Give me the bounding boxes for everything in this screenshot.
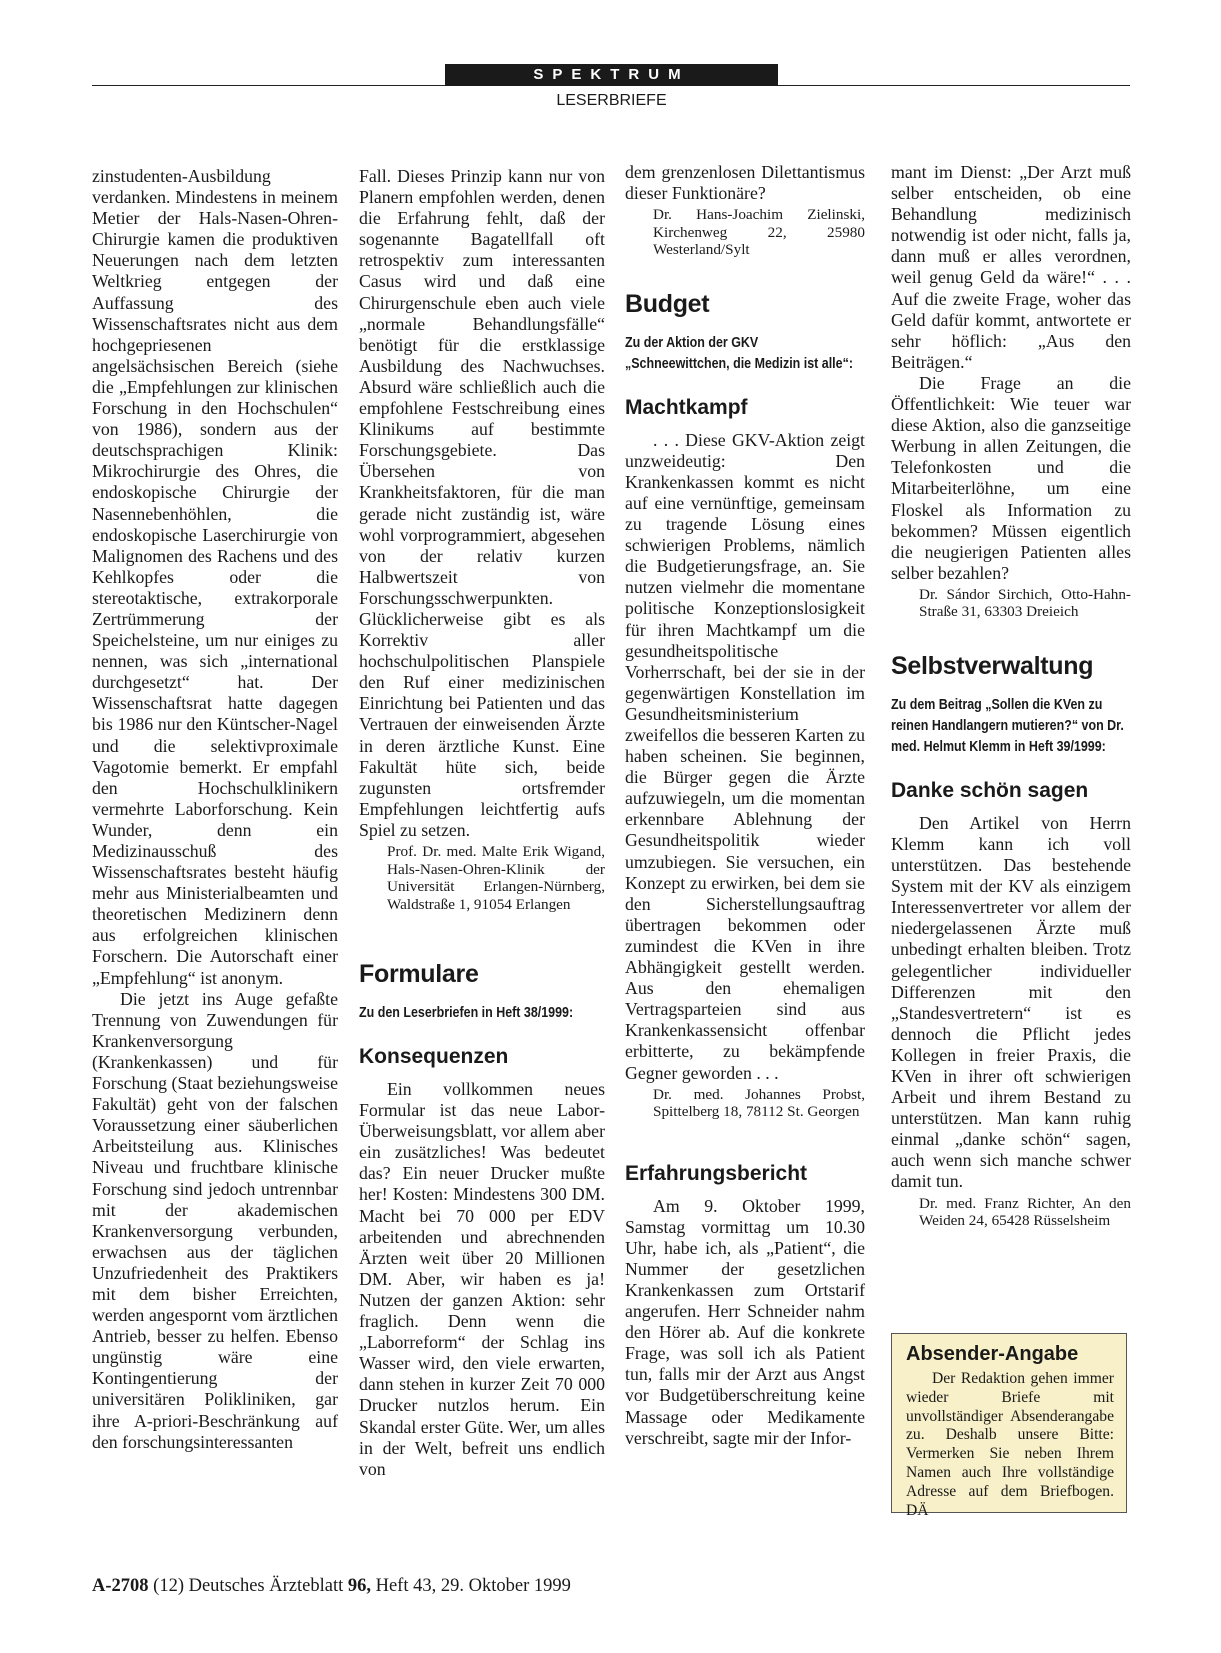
- article-text: Am 9. Oktober 1999, Samstag vormittag um 10.30 Uhr, habe ich, als „Patient“, die Nummer der gesetzlichen Krankenkassen zum Ortstarif angerufen. Herr Schneider nahm den Hörer ab. Auf die konkrete Frage, was soll ich als Patient tun, falls mir der Arzt aus Angst vor Budgetüberschreitung keine Massage oder Medikamente verschreibt, sagte mir der Infor-: [625, 1195, 865, 1448]
- article-text: dem grenzenlosen Dilettantismus dieser Funktionäre?: [625, 162, 865, 204]
- section-heading: Formulare: [359, 960, 479, 988]
- article-text: Den Artikel von Herrn Klemm kann ich voll unterstützen. Das bestehende System mit der KV als einzigem Interessenvertreter vor allem der niedergelassenen Ärzte muß unbedingt erhalten bleiben. Trotz gelegentlicher individueller Differenzen mit den „Standesvertretern“ ist es dennoch die Pflicht jedes Kollegen in freier Praxis, die KVen in ihrer oft schwierigen Arbeit und ihrem Bestand zu unterstützen. Man kann ruhig einmal „danke schön“ sagen, auch wenn sich manche schwer damit tun.: [891, 812, 1131, 1192]
- section-heading: Budget: [625, 289, 710, 318]
- column-3: [625, 162, 865, 1449]
- letter-heading: Danke schön sagen: [891, 778, 1089, 802]
- article-text: Die jetzt ins Auge gefaßte Trennung von Zuwendungen für Krankenversorgung (Krankenkassen) und für Forschung (Staat beziehungsweise Fakultät) geht von der falschen Voraussetzung einer säuberlichen Arbeitsteilung aus. Klinisches Niveau und fruchtbare klinische Forschung sind jedoch untrennbar mit der akademischen Krankenversorgung verbunden, erwachsen aus der täglichen Unzufriedenheit des Praktikers mit dem bisher Erreichten, werden angespornt vom ärztlichen Antrieb, besser zu helfen. Ebenso ungünstig wäre eine Kontingentierung der universitären Polikliniken, gar ihre A-priori-Beschränkung auf den forschungsinteressanten: [92, 988, 338, 1452]
- letter-heading: Erfahrungsbericht: [625, 1161, 808, 1185]
- box-title: Absender-Angabe: [906, 1343, 1079, 1365]
- column-2: [359, 166, 605, 1480]
- article-text: Fall. Dieses Prinzip kann nur von Planern empfohlen werden, denen die Erfahrung fehlt, daß der sogenannte Bagatellfall oft retrospektiv zum interessanten Casus wird und daß eine Chirurgenschule eben auch viele „normale Behandlungsfälle“ benötigt für die erstklassige Ausbildung des Nachwuchses. Absurd wäre schließlich auch die empfohlene Festschreibung eines Klinikums auf bestimmte Forschungsgebiete. Das Übersehen von Krankheitsfaktoren, für die man gerade nicht zuständig ist, wäre wohl vorprogrammiert, abgesehen von der relativ kurzen Halbwertszeit von Forschungsschwerpunkten. Glücklicherweise gibt es als Korrektiv aller hochschulpolitischen Planspiele den Ruf einer medizinischen Einrichtung bei Patienten und das Vertrauen der einweisenden Ärzte in deren ärztliche Kunst. Eine Fakultät hüte sich, beide zugunsten ortsfremder Empfehlungen leichtfertig aufs Spiel zu setzen.: [359, 166, 605, 840]
- footer-issue: Heft 43, 29. Oktober 1999: [375, 1576, 571, 1596]
- footer-volume: 96,: [347, 1576, 371, 1596]
- page-footer: [92, 1576, 571, 1597]
- letter-signature: Dr. med. Franz Richter, An den Weiden 24, 65428 Rüsselsheim: [919, 1194, 1131, 1230]
- article-text: . . . Diese GKV-Aktion zeigt unzweideutig: Den Krankenkassen kommt es nicht auf eine vernünftige, gemeinsam zu tragende Lösung eines schwierigen Problems, nämlich die Budgetierungsfrage, an. Sie nutzen vielmehr die momentane politische Konzeptionslosigkeit für ihren Machtkampf um die gesundheitspolitische Vorherrschaft, bei der sie in der gegenwärtigen Konstellation im Gesundheitsministerium zweifellos die besseren Karten zu haben scheinen. Sie beginnen, die Bürger gegen die Ärzte aufzuwiegeln, um die momentan erkennbare Ablehnung der Gesundheitspolitik wieder umzubiegen. Sie versuchen, ein Konzept zu erwirken, bei dem sie den Sicherstellungsauftrag übertragen bekommen oder zumindest die KVen in ihre Abhängigkeit gestellt werden. Aus den ehemaligen Vertragsparteien sind aus Krankenkassensicht offenbar erbitterte, zu bekämpfende Gegner geworden . . .: [625, 429, 865, 1083]
- box-text: Der Redaktion gehen immer wieder Briefe mit unvollständiger Absenderangabe zu. Deshalb unsere Bitte: Vermerken Sie neben Ihrem Namen auch Ihre vollständige Adresse auf dem Briefbogen. DÄ: [906, 1370, 1114, 1519]
- subsection-label: LESERBRIEFE: [556, 92, 667, 109]
- column-1: [92, 166, 338, 1453]
- article-text: mant im Dienst: „Der Arzt muß selber entscheiden, ob eine Behandlung medizinisch notwendig ist oder nicht, falls ja, dann muß er alles verordnen, weil genug Geld da wäre!“ . . . Auf die zweite Frage, woher das Geld dafür kommt, antwortete er sehr höflich: „Aus den Beiträgen.“: [891, 162, 1131, 372]
- letter-signature: Prof. Dr. med. Malte Erik Wigand, Hals-Nasen-Ohren-Klinik der Universität Erlangen-Nürnberg, Waldstraße 1, 91054 Erlangen: [387, 843, 605, 913]
- page-number: A-2708: [92, 1576, 149, 1596]
- section-heading: Selbstverwaltung: [891, 651, 1094, 680]
- footer-publication: (12) Deutsches Ärzteblatt: [153, 1576, 344, 1596]
- reference-line: Zu den Leserbriefen in Heft 38/1999:: [359, 1005, 574, 1021]
- article-text: zinstudenten-Ausbildung verdanken. Mindestens in meinem Metier der Hals-Nasen-Ohren-Chirurgie kamen die produktiven Neuerungen nach dem letzten Weltkrieg entgegen der Auffassung des Wissenschaftsrates nicht aus dem hochgepriesenen angelsächsischen Bereich (siehe die „Empfehlungen zur klinischen Forschung in den Hochschulen“ von 1986), sondern aus der deutschsprachigen Klinik: Mikrochirurgie des Ohres, die endoskopische Chirurgie der Nasennebenhöhlen, die endoskopische Laserchirurgie von Malignomen des Rachens und des Kehlkopfes oder die stereotaktische, extrakorporale Zertrümmerung der Speichelsteine, um nur einiges zu nennen, was sich „international durchgesetzt“ hat. Der Wissenschaftsrat hatte dagegen bis 1986 nur den Küntscher-Nagel und die selektivproximale Vagotomie bemerkt. Er empfahl den Hochschulklinikern vermehrte Laborforschung. Kein Wunder, denn ein Medizinausschuß des Wissenschaftsrates besteht häufig mehr aus Ministerialbeamten und theoretischen Medizinern denn aus erfolgreichen klinischen Forschern. Die Autorschaft einer „Empfehlung“ ist anonym.: [92, 166, 338, 988]
- sender-info-box: [891, 1333, 1127, 1519]
- letter-heading: Machtkampf: [625, 395, 748, 419]
- article-text: Die Frage an die Öffentlichkeit: Wie teuer war diese Aktion, also die ganzseitige Werbung in allen Zeitungen, die Telefonkosten und die Mitarbeiterlöhne, um eine Floskel als Information zu bekommen? Müssen eigentlich die neugierigen Patienten alles selber bezahlen?: [891, 372, 1131, 583]
- article-text: Ein vollkommen neues Formular ist das neue Labor-Überweisungsblatt, vor allem aber ein zusätzliches! Was bedeutet das? Ein neuer Drucker mußte her! Kosten: Mindestens 300 DM. Macht bei 70 000 per EDV arbeitenden und abrechnenden Ärzten weit über 20 Millionen DM. Aber, wir haben es ja! Nutzen der ganzen Aktion: sehr fraglich. Denn wenn die „Laborreform“ der Schlag ins Wasser wird, den viele erwarten, dann stehen in kurzer Zeit 70 000 Drucker nutzlos herum. Ein Skandal erster Güte. Wer, um alles in der Welt, befreit uns endlich von: [359, 1079, 605, 1479]
- letter-signature: Dr. med. Johannes Probst, Spittelberg 18, 78112 St. Georgen: [653, 1085, 865, 1121]
- reference-line: Zu der Aktion der GKV „Schneewittchen, die Medizin ist alle“:: [625, 334, 853, 372]
- letter-signature: Dr. Hans-Joachim Zielinski, Kirchenweg 22, 25980 Westerland/Sylt: [653, 206, 865, 259]
- letter-heading: Konsequenzen: [359, 1045, 509, 1068]
- column-4: [891, 162, 1131, 1230]
- reference-line: Zu dem Beitrag „Sollen die KVen zu reinen Handlangern mutieren?“ von Dr. med. Helmut Klemm in Heft 39/1999:: [891, 696, 1124, 755]
- letter-signature: Dr. Sándor Sirchich, Otto-Hahn-Straße 31, 63303 Dreieich: [919, 585, 1131, 621]
- section-banner: SPEKTRUM: [445, 64, 778, 86]
